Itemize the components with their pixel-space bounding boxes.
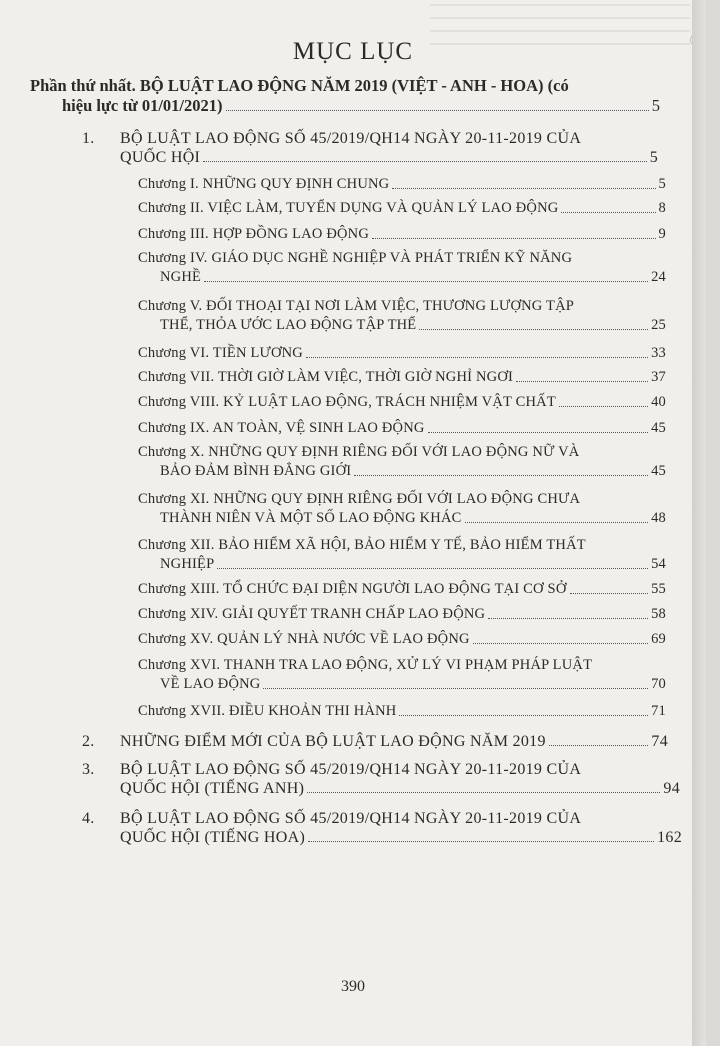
dot-leader [428,432,649,433]
entry-line1: Chương VI. TIỀN LƯƠNG [138,345,303,361]
section-number: 3. [82,761,95,778]
entry-line1: Chương XIII. TỔ CHỨC ĐẠI DIỆN NGƯỜI LAO ĐỘNG TẠI CƠ SỞ [138,581,567,597]
toc-section-4[interactable] [82,809,682,847]
toc-chapter-4[interactable] [138,249,666,287]
entry-line1: BỘ LUẬT LAO ĐỘNG SỐ 45/2019/QH14 NGÀY 20-11-2019 CỦA [120,810,582,827]
toc-part-heading [30,76,660,116]
entry-line1: Chương VII. THỜI GIỜ LÀM VIỆC, THỜI GIỜ NGHỈ NGƠI [138,369,514,385]
dot-leader [465,522,649,523]
toc-chapter-12[interactable] [138,536,666,574]
page-number: 70 [651,676,666,692]
entry-line1: Chương IX. AN TOÀN, VỆ SINH LAO ĐỘNG [138,420,425,436]
page-number: 33 [651,345,666,361]
entry-line1: Chương I. NHỮNG QUY ĐỊNH CHUNG [138,176,390,192]
page-number: 24 [651,269,666,285]
entry-line1: Chương XI. NHỮNG QUY ĐỊNH RIÊNG ĐỐI VỚI LAO ĐỘNG CHƯA [138,491,581,507]
toc-chapter-14[interactable] [138,605,666,624]
dot-leader [570,593,649,594]
toc-chapter-10[interactable] [138,443,666,481]
page-number: 5 [651,96,660,115]
dot-leader [226,96,649,111]
entry-line1: Chương XVI. THANH TRA LAO ĐỘNG, XỬ LÝ VI PHẠM PHÁP LUẬT [138,657,593,673]
entry-line1: Chương XV. QUẢN LÝ NHÀ NƯỚC VỀ LAO ĐỘNG [138,631,470,647]
toc-chapter-3[interactable] [138,225,666,244]
dot-leader [419,329,648,330]
dot-leader [488,618,648,619]
part-title-line2: hiệu lực từ 01/01/2021) [62,96,223,115]
part-title-line1: Phần thứ nhất. BỘ LUẬT LAO ĐỘNG NĂM 2019 (VIỆT - ANH - HOA) (có [30,76,569,95]
page-number: 94 [663,780,680,797]
toc-chapter-6[interactable] [138,344,666,363]
page-number: 58 [651,606,666,622]
page-number: 45 [651,463,666,479]
dot-leader [204,281,648,282]
dot-leader [308,841,654,842]
dot-leader [354,475,648,476]
entry-line2: THÀNH NIÊN VÀ MỘT SỐ LAO ĐỘNG KHÁC [160,510,462,526]
toc-chapter-1[interactable] [138,175,666,194]
toc-chapter-16[interactable] [138,656,666,694]
section-number: 4. [82,810,95,827]
toc-chapter-15[interactable] [138,630,666,649]
page-number: 162 [657,829,682,846]
entry-line2: THỂ, THỎA ƯỚC LAO ĐỘNG TẬP THỂ [160,317,417,333]
entry-line2: QUỐC HỘI (TIẾNG HOA) [120,829,306,846]
page-number: 9 [658,226,666,242]
entry-line1: BỘ LUẬT LAO ĐỘNG SỐ 45/2019/QH14 NGÀY 20-11-2019 CỦA [120,130,582,147]
toc-section-3[interactable] [82,760,680,798]
entry-line1: Chương V. ĐỐI THOẠI TẠI NƠI LÀM VIỆC, THƯƠNG LƯỢNG TẬP [138,298,575,314]
toc-chapter-13[interactable] [138,580,666,599]
toc-chapter-7[interactable] [138,368,666,387]
page-number: 5 [658,176,666,192]
toc-chapter-11[interactable] [138,490,666,528]
dot-leader [263,688,648,689]
dot-leader [516,381,648,382]
entry-line2: NGHIỆP [160,556,215,572]
page-number: 37 [651,369,666,385]
entry-line1: Chương XII. BẢO HIỂM XÃ HỘI, BẢO HIỂM Y TẾ, BẢO HIỂM THẤT [138,537,586,553]
entry-line1: Chương XIV. GIẢI QUYẾT TRANH CHẤP LAO ĐỘNG [138,606,486,622]
dot-leader [203,161,647,162]
entry-line1: Chương II. VIỆC LÀM, TUYỂN DỤNG VÀ QUẢN LÝ LAO ĐỘNG [138,200,559,216]
footer-page-number: 390 [341,978,365,995]
entry-line1: Chương X. NHỮNG QUY ĐỊNH RIÊNG ĐỐI VỚI LAO ĐỘNG NỮ VÀ [138,444,580,460]
page-number: 8 [658,200,666,216]
toc-chapter-9[interactable] [138,419,666,438]
page-title: MỤC LỤC [292,38,414,65]
dot-leader [559,406,648,407]
section-number: 1. [82,130,95,147]
page-number: 48 [651,510,666,526]
page-number: 40 [651,394,666,410]
dot-leader [307,792,660,793]
toc-chapter-5[interactable] [138,297,666,335]
page-number: 71 [651,703,666,719]
toc-section-1[interactable] [82,129,658,167]
entry-line1: Chương XVII. ĐIỀU KHOẢN THI HÀNH [138,703,397,719]
entry-line2: QUỐC HỘI (TIẾNG ANH) [120,780,305,797]
page-number: 45 [651,420,666,436]
entry-line1: Chương VIII. KỶ LUẬT LAO ĐỘNG, TRÁCH NHIỆM VẬT CHẤT [138,394,556,410]
page-edge-shadow [692,0,706,1046]
entry-line2: NGHỀ [160,269,202,285]
entry-line2: BẢO ĐẢM BÌNH ĐẲNG GIỚI [160,463,352,479]
dot-leader [473,643,648,644]
entry-line1: NHỮNG ĐIỂM MỚI CỦA BỘ LUẬT LAO ĐỘNG NĂM 2019 [120,733,546,750]
entry-line2: VỀ LAO ĐỘNG [160,676,261,692]
entry-line2: QUỐC HỘI [120,149,201,166]
section-number: 2. [82,733,95,750]
toc-chapter-2[interactable] [138,199,666,218]
page-number: 25 [651,317,666,333]
dot-leader [549,745,649,746]
page-number: 55 [651,581,666,597]
dot-leader [392,188,655,189]
dot-leader [399,715,648,716]
dot-leader [372,238,656,239]
page-number: 69 [651,631,666,647]
toc-section-2[interactable] [82,732,668,751]
toc-chapter-17[interactable] [138,702,666,721]
entry-line1: Chương IV. GIÁO DỤC NGHỀ NGHIỆP VÀ PHÁT TRIỂN KỸ NĂNG [138,250,573,266]
page-number: 54 [651,556,666,572]
page-number: 74 [651,733,668,750]
entry-line1: Chương III. HỢP ĐỒNG LAO ĐỘNG [138,226,370,242]
entry-line1: BỘ LUẬT LAO ĐỘNG SỐ 45/2019/QH14 NGÀY 20-11-2019 CỦA [120,761,582,778]
dot-leader [306,357,648,358]
dot-leader [561,212,655,213]
dot-leader [217,568,648,569]
toc-chapter-8[interactable] [138,393,666,412]
page-number: 5 [649,149,658,166]
